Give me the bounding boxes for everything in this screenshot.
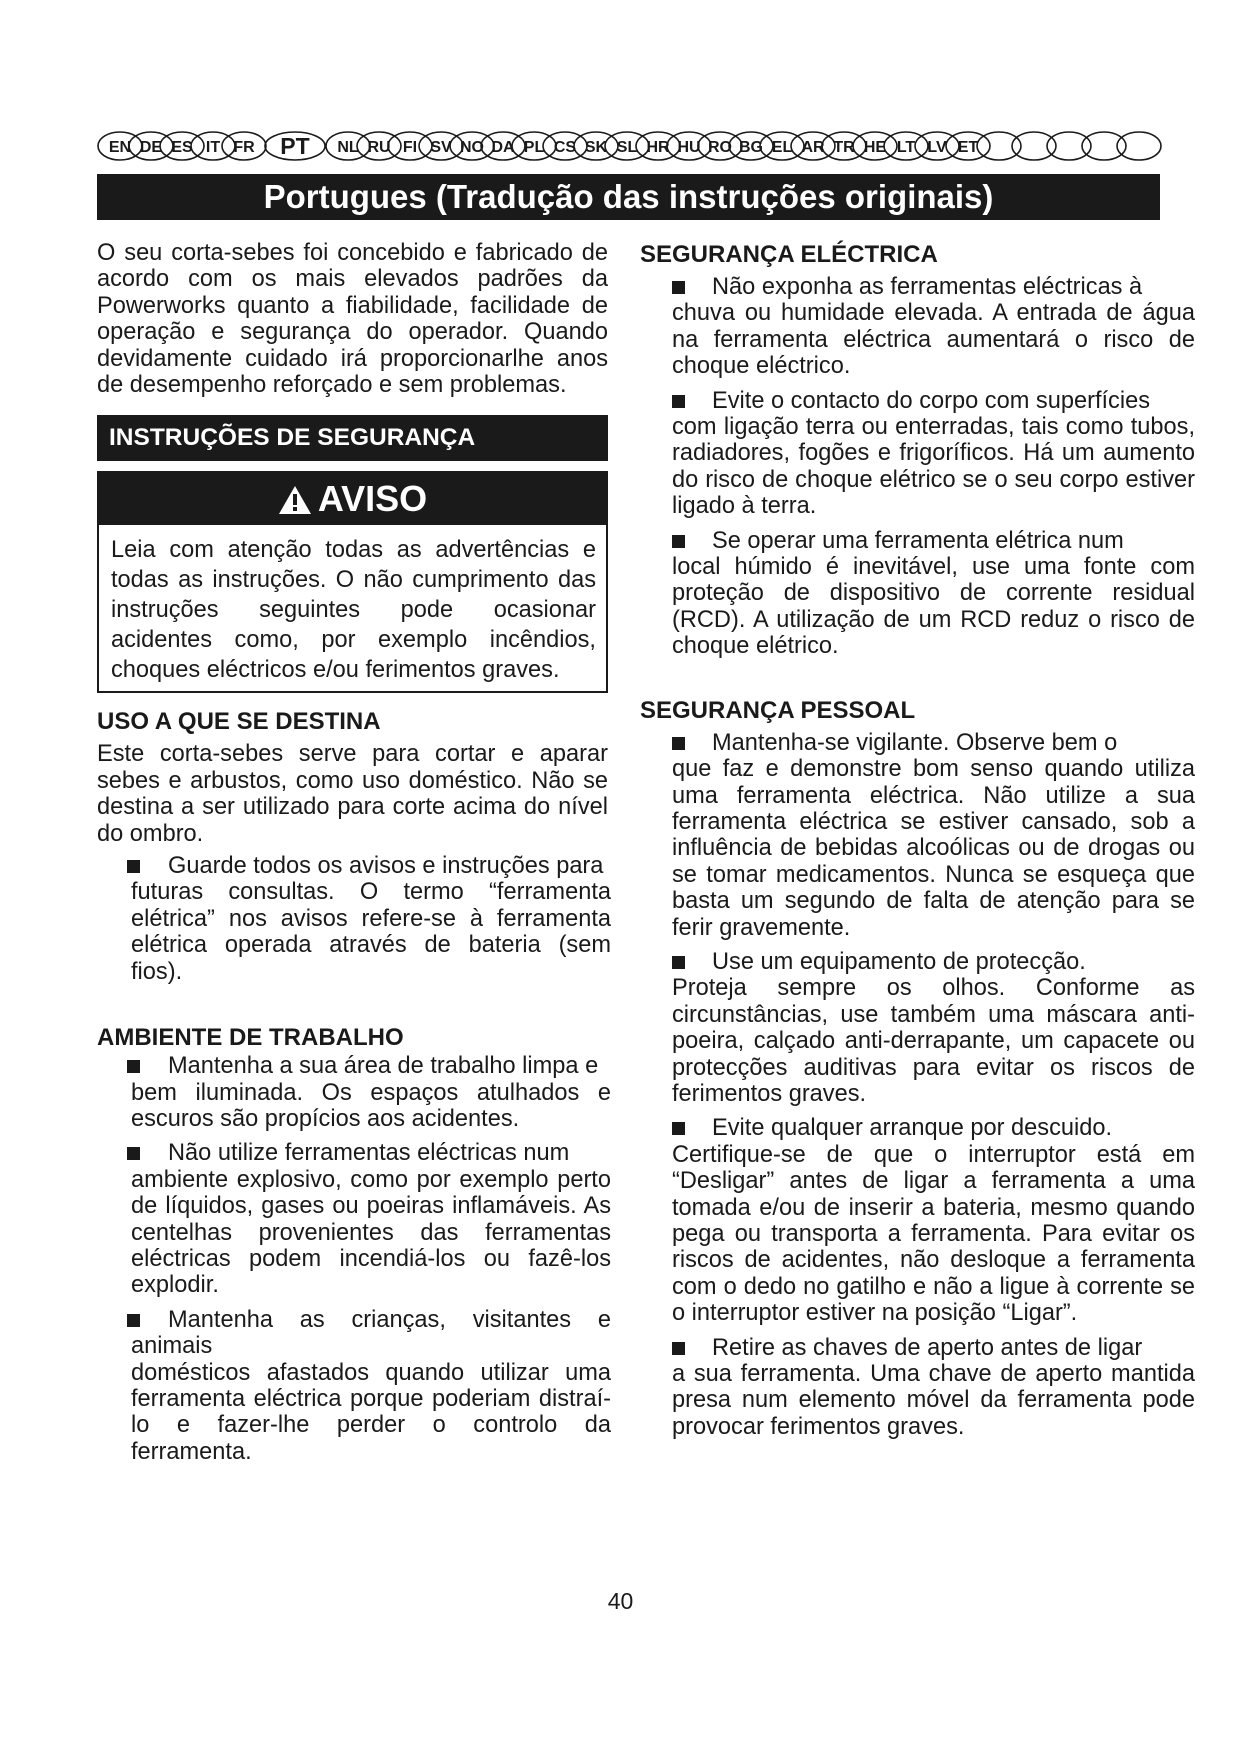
work-area-heading: AMBIENTE DE TRABALHO — [97, 1024, 404, 1052]
page-number: 40 — [607, 1588, 634, 1614]
language-code: FR — [233, 139, 255, 156]
language-selector — [98, 130, 1158, 164]
language-code: PT — [280, 133, 310, 159]
language-code: FI — [402, 139, 418, 156]
bullet-icon — [672, 535, 685, 548]
bullet-icon — [672, 1342, 685, 1355]
list-item: Use um equipamento de protecção. Proteja sempre os olhos. Conforme as circunstâncias, use também uma máscara anti-poeira, calçado anti-derrapante, um capacete ou protecções auditivas para evitar os riscos de ferimentos graves. — [672, 948, 1195, 1107]
language-code: SV — [430, 139, 452, 156]
language-code: EN — [108, 139, 132, 156]
language-code: IT — [205, 139, 221, 156]
language-code: LT — [896, 139, 916, 156]
list-item: Evite o contacto do corpo com superfícies com ligação terra ou enterradas, tais como tubos, radiadores, fogões e frigoríficos. Há um aumento do risco de choque elétrico se o seu corpo estiver ligado à terra. — [672, 387, 1195, 520]
bullet-icon — [127, 1314, 140, 1327]
bullet-icon — [672, 395, 685, 408]
language-code: RO — [708, 139, 732, 156]
bullet-icon — [127, 860, 140, 873]
language-code: BG — [739, 139, 763, 156]
bullet-icon — [672, 281, 685, 294]
bullet-icon — [672, 956, 685, 969]
list-item: Evite qualquer arranque por descuido. Certifique-se de que o interruptor está em “Desligar” antes de ligar a ferramenta a uma tomada e/ou de inserir a bateria, mesmo quando pega ou transporta a ferramenta. Para evitar os riscos de acidentes, não desloque a ferramenta com o dedo no gatilho e não a ligue à corrente se o interruptor estiver na posição “Ligar”. — [672, 1115, 1195, 1327]
safety-instructions-heading: INSTRUÇÕES DE SEGURANÇA — [97, 415, 608, 461]
intended-use-heading: USO A QUE SE DESTINA — [97, 708, 381, 736]
language-code: ET — [957, 139, 979, 156]
language-tab-empty — [1082, 132, 1126, 160]
language-tab-fr[interactable] — [222, 132, 266, 160]
language-code: EL — [771, 139, 793, 156]
language-tab-pt[interactable] — [265, 132, 325, 160]
list-item: Retire as chaves de aperto antes de ligar a sua ferramenta. Uma chave de aperto mantida presa num elemento móvel da ferramenta pode provocar ferimentos graves. — [672, 1334, 1195, 1440]
personal-safety-heading: SEGURANÇA PESSOAL — [640, 696, 916, 724]
list-item: Mantenha a sua área de trabalho limpa e bem iluminada. Os espaços atulhados e escuros são propícios aos acidentes. — [97, 1053, 611, 1132]
language-code: PL — [523, 139, 545, 156]
left-column — [97, 240, 611, 1465]
language-code: NO — [460, 139, 484, 156]
warning-text: Leia com atenção todas as advertências e todas as instruções. O não cumprimento das instruções seguintes pode ocasionar acidentes como, por exemplo incêndios, choques eléctricos e/ou ferimentos graves. — [111, 537, 596, 684]
bullet-icon — [672, 737, 685, 750]
list-item: Mantenha as crianças, visitantes e animais domésticos afastados quando utilizar uma ferramenta eléctrica porque poderiam distraí-lo e fazer-lhe perder o controlo da ferramenta. — [97, 1307, 611, 1465]
list-item: Não exponha as ferramentas eléctricas à chuva ou humidade elevada. A entrada de água na ferramenta eléctrica aumentará o risco de choque eléctrico. — [672, 274, 1195, 380]
list-item: Se operar uma ferramenta elétrica num local húmido é inevitável, use uma fonte com proteção de dispositivo de corrente residual (RCD). A utilização de um RCD reduz o risco de choque elétrico. — [672, 527, 1195, 660]
language-code: LV — [927, 139, 947, 156]
bullet-icon — [127, 1147, 140, 1160]
intro-paragraph: O seu corta-sebes foi concebido e fabricado de acordo com os mais elevados padrões da Powerworks quanto a fiabilidade, facilidade de operação e segurança do operador. Quando devidamente cuidado irá proporcionarlhe anos de desempenho reforçado e sem problemas. — [97, 240, 608, 399]
language-code: HE — [863, 139, 887, 156]
language-tab-empty — [977, 132, 1021, 160]
language-code: ES — [171, 139, 193, 156]
language-tab-empty — [1012, 132, 1056, 160]
warning-label: AVISO — [317, 478, 428, 520]
list-item: Não utilize ferramentas eléctricas num ambiente explosivo, como por exemplo perto de líquidos, gases ou poeiras inflamáveis. As centelhas provenientes das ferramentas eléctricas podem incendiá-los ou fazê-los explodir. — [97, 1140, 611, 1298]
language-tab-empty — [1117, 132, 1161, 160]
language-code: AR — [801, 139, 825, 156]
language-code: SK — [584, 139, 608, 156]
language-code: HU — [677, 139, 701, 156]
bullet-icon — [127, 1060, 140, 1073]
intended-use-text: Este corta-sebes serve para cortar e aparar sebes e arbustos, como uso doméstico. Não se destina a ser utilizado para corte acima do nível do ombro. — [97, 741, 608, 847]
list-item: Mantenha-se vigilante. Observe bem o que faz e demonstre bom senso quando utiliza uma ferramenta eléctrica. Não utilize a sua ferramenta eléctrica se estiver cansado, sob a influência de bebidas alcoólicas ou de drogas ou se tomar medicamentos. Nunca se esqueça que basta um segundo de falta de atenção para se ferir gravemente. — [672, 729, 1195, 941]
language-tab-empty — [1047, 132, 1091, 160]
list-item: Guarde todos os avisos e instruções para futuras consultas. O termo “ferramenta elétrica” nos avisos refere-se à ferramenta elétrica operada através de bateria (sem fios). — [97, 853, 611, 985]
language-code: CS — [553, 139, 577, 156]
warning-triangle-icon — [278, 485, 312, 515]
language-code: DA — [491, 139, 515, 156]
language-code: TR — [833, 139, 855, 156]
right-column — [640, 240, 1195, 1440]
language-code: SL — [616, 139, 638, 156]
page-title: Portugues (Tradução das instruções originais) — [97, 174, 1160, 220]
electrical-safety-heading: SEGURANÇA ELÉCTRICA — [640, 241, 938, 268]
warning-header — [99, 473, 606, 525]
warning-box — [97, 471, 608, 693]
bullet-icon — [672, 1122, 685, 1135]
language-code: RU — [367, 139, 391, 156]
language-tabs — [98, 130, 1158, 164]
language-code: DE — [139, 139, 163, 156]
language-code: NL — [337, 139, 359, 156]
language-code: HR — [646, 139, 670, 156]
